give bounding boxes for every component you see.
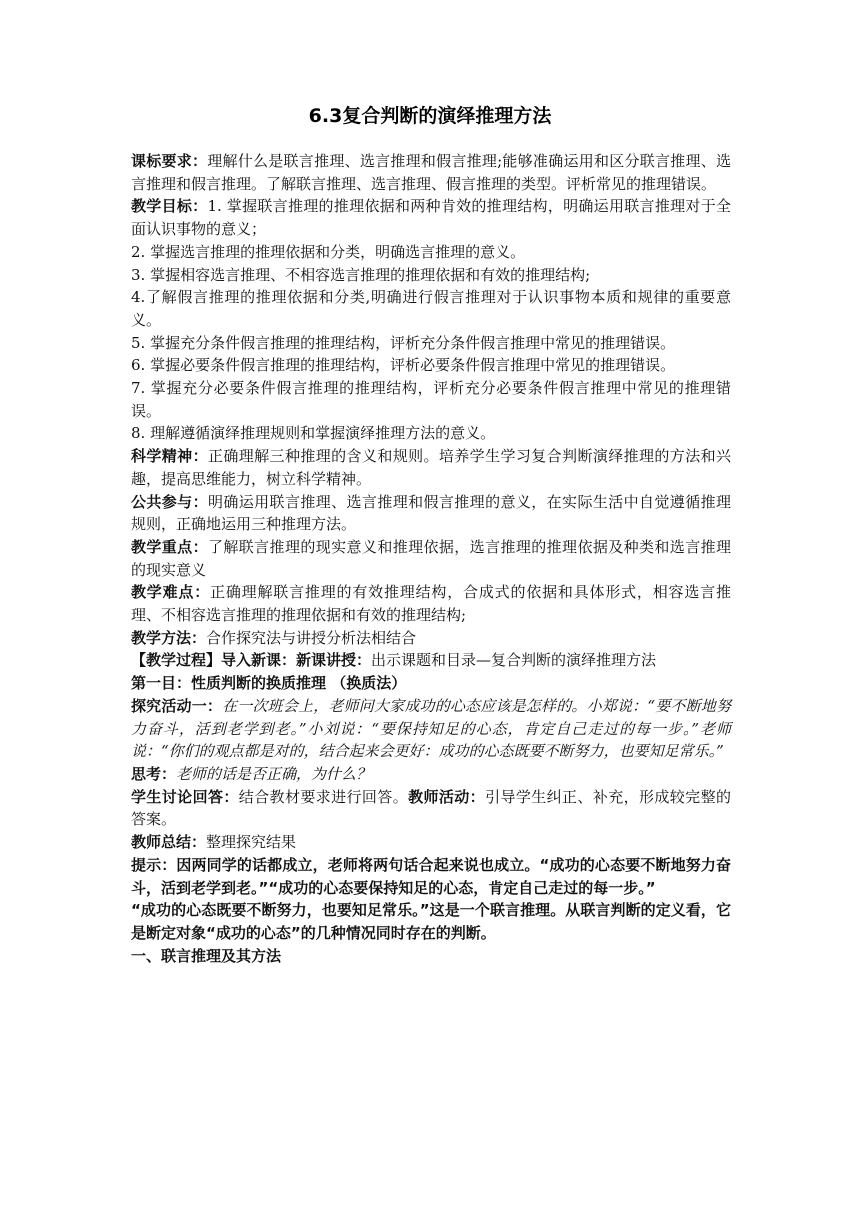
objective-item-4: 4.了解假言推理的推理依据和分类,明确进行假言推理对于认识事物本质和规律的重要意义。 [131,288,731,329]
summary-paragraph [131,831,731,854]
summary-label: 教师总结： [131,833,207,852]
discussion-paragraph [131,786,731,831]
objectives-paragraph [131,195,731,240]
process-paragraph [131,649,731,672]
discussion-text: 结合教材要求进行回答。 [238,787,409,806]
requirements-text: 理解什么是联言推理、选言推理和假言推理;能够准确运用和区分联言推理、选言推理和假言推理。了解联言推理、选言推理、假言推理的类型。评析常见的推理错误。 [131,152,731,193]
methods-label: 教学方法： [131,628,207,647]
section-heading-1: 第一目：性质判断的换质推理 （换质法） [131,674,407,693]
summary-text: 整理探究结果 [206,833,297,852]
activity-paragraph [131,695,731,763]
hint-paragraph: 提示：因两同学的话都成立，老师将两句话合起来说也成立。“成功的心态要不断地努力奋斗，活到老学到老。”“成功的心态要保持知足的心态，肯定自己走过的每一步。” [131,855,731,897]
document-title: 6.3复合判断的演绎推理方法 [308,105,552,127]
methods-text: 合作探究法与讲授分析法相结合 [206,628,417,647]
think-paragraph [131,763,731,786]
objective-item-6: 6. 掌握必要条件假言推理的推理结构，评析必要条件假言推理中常见的推理错误。 [131,356,676,375]
spirit-label: 科学精神： [131,447,208,466]
activity-label: 探究活动一： [131,696,223,715]
objectives-label: 教学目标： [131,197,208,216]
process-label: 【教学过程】导入新课：新课讲授： [131,651,372,670]
objective-item-7: 7. 掌握充分必要条件假言推理的推理结构，评析充分必要条件假言推理中常见的推理错误。 [131,379,731,420]
requirements-paragraph [131,150,731,195]
key-points-text: 了解联言推理的现实意义和推理依据，选言推理的推理依据及种类和选言推理的现实意义 [131,537,731,579]
objective-item-5: 5. 掌握充分条件假言推理的推理结构，评析充分条件假言推理中常见的推理错误。 [131,333,676,352]
methods-paragraph [131,627,731,650]
document-body [131,150,731,967]
activity-text: 在一次班会上，老师问大家成功的心态应该是怎样的。小郑说：“要不断地努力奋斗，活到老学到老。”小刘说：“要保持知足的心态，肯定自己走过的每一步。”老师说：“你们的观点都是对的，结合起来会更好：成功的心态既要不断努力，也要知足常乐。” [131,696,731,761]
participation-paragraph [131,491,731,536]
objective-item-2: 2. 掌握选言推理的推理依据和分类，明确选言推理的意义。 [131,242,526,261]
conclusion-paragraph: “成功的心态既要不断努力，也要知足常乐。”这是一个联言推理。从联言判断的定义看，它是断定对象“成功的心态”的几种情况同时存在的判断。 [131,901,731,942]
spirit-paragraph [131,445,731,490]
discussion-label: 学生讨论回答： [131,787,239,806]
key-points-paragraph [131,536,731,581]
difficulties-paragraph [131,581,731,626]
difficulties-label: 教学难点： [131,583,211,602]
think-label: 思考： [131,764,177,783]
process-text: 出示课题和目录—复合判断的演绎推理方法 [371,651,657,670]
objective-item-1: 1. 掌握联言推理的推理依据和两种肯效的推理结构，明确运用联言推理对于全面认识事物的意义； [131,197,731,239]
teacher-activity-label: 教师活动： [408,787,486,806]
difficulties-text: 正确理解联言推理的有效推理结构，合成式的依据和具体形式，相容选言推理、不相容选言推理的推理依据和有效的推理结构; [131,583,731,625]
objective-item-3: 3. 掌握相容选言推理、不相容选言推理的推理依据和有效的推理结构; [131,265,591,284]
spirit-text: 正确理解三种推理的含义和规则。培养学生学习复合判断演绎推理的方法和兴趣，提高思维能力，树立科学精神。 [131,447,731,488]
teacher-activity-text: 引导学生纠正、补充，形成较完整的答案。 [131,787,731,829]
key-points-label: 教学重点： [131,537,208,556]
participation-text: 明确运用联言推理、选言推理和假言推理的意义，在实际生活中自觉遵循推理规则，正确地运用三种推理方法。 [131,492,731,534]
requirements-label: 课标要求： [131,152,208,170]
heading-conjunctive-inference: 一、联言推理及其方法 [131,946,282,965]
participation-label: 公共参与： [131,492,208,511]
think-text: 老师的话是否正确，为什么？ [176,764,372,783]
objective-item-8: 8. 理解遵循演绎推理规则和掌握演绎推理方法的意义。 [131,424,496,443]
